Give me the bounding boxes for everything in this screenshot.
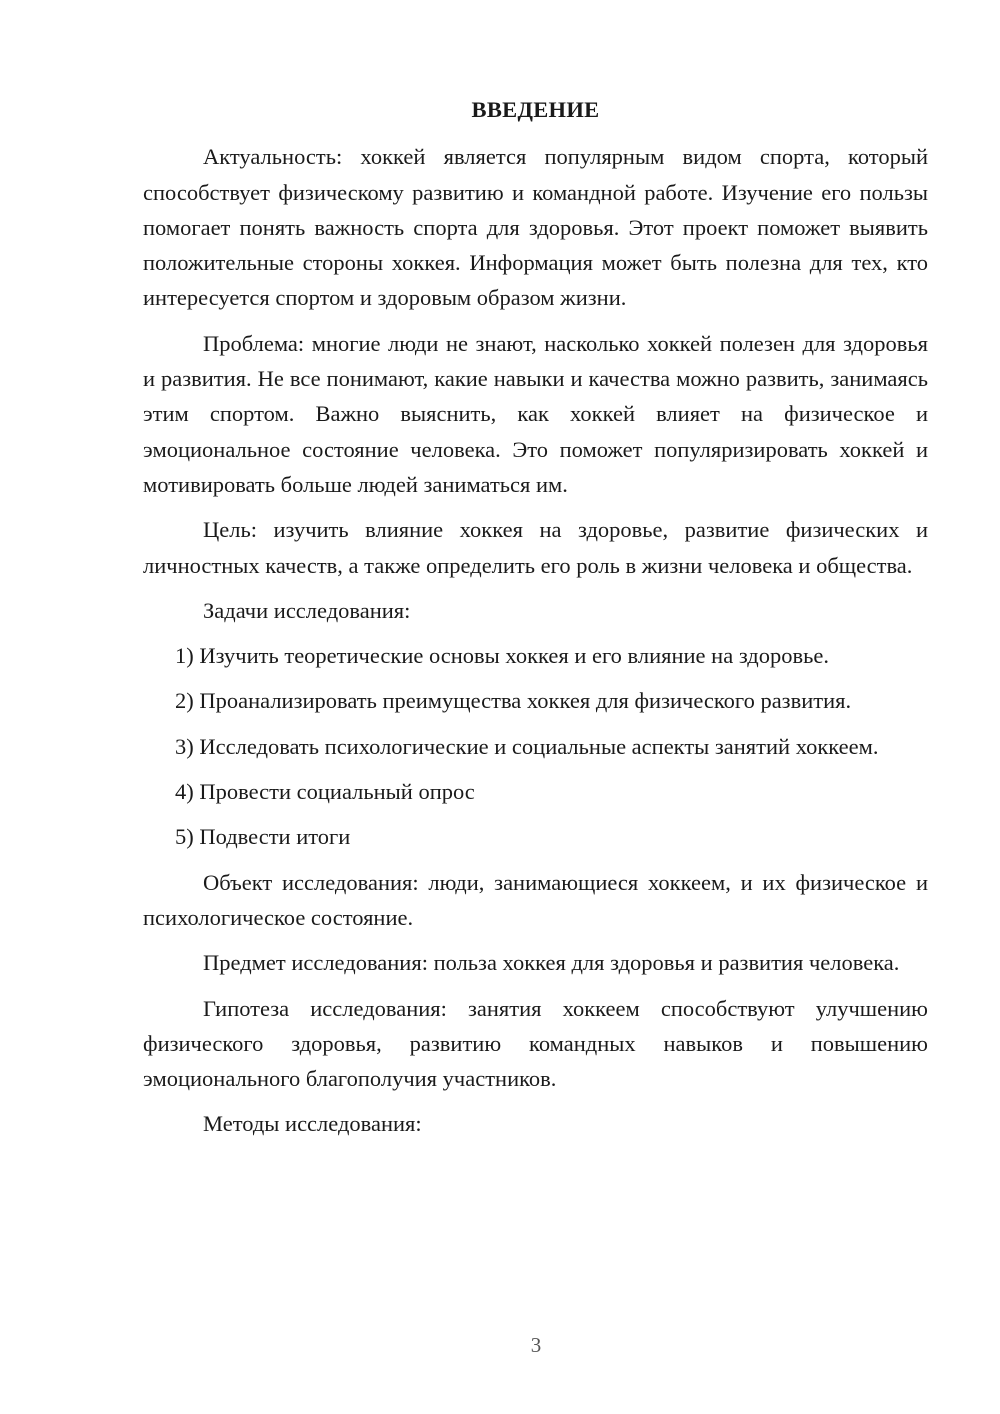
task-item: 5) Подвести итоги (175, 824, 351, 850)
problem-paragraph: Проблема: многие люди не знают, насколько хоккей полезен для здоровья и развития. Не все понимают, какие навыки и качества можно развить, занимаясь этим спортом. Важно выяснить, как хоккей влияет на физическое и эмоциональное состояние человека. Это поможет популяризировать хоккей и мотивировать больше людей заниматься им. (143, 330, 928, 497)
page-number: 3 (530, 1333, 542, 1357)
hypothesis-paragraph: Гипотеза исследования: занятия хоккеем способствуют улучшению физического здоровья, развитию командных навыков и повышению эмоционального благополучия участников. (143, 995, 928, 1092)
relevance-paragraph: Актуальность: хоккей является популярным видом спорта, который способствует физическому развитию и командной работе. Изучение его пользы помогает понять важность спорта для здоровья. Этот проект поможет выявить положительные стороны хоккея. Информация может быть полезна для тех, кто интересуется спортом и здоровым образом жизни. (143, 144, 928, 311)
task-item: 2) Проанализировать преимущества хоккея для физического развития. (175, 688, 852, 714)
methods-heading: Методы исследования: (203, 1111, 422, 1137)
document-page (143, 92, 928, 1152)
task-item: 3) Исследовать психологические и социальные аспекты занятий хоккеем. (175, 733, 879, 759)
object-paragraph: Объект исследования: люди, занимающиеся хоккеем, и их физическое и психологическое состояние. (143, 869, 928, 930)
goal-paragraph: Цель: изучить влияние хоккея на здоровье, развитие физических и личностных качеств, а также определить его роль в жизни человека и общества. (143, 517, 928, 578)
section-title: ВВЕДЕНИЕ (471, 97, 600, 122)
tasks-heading: Задачи исследования: (203, 597, 411, 623)
task-item: 1) Изучить теоретические основы хоккея и его влияние на здоровье. (175, 643, 829, 669)
task-item: 4) Провести социальный опрос (175, 779, 475, 805)
subject-paragraph: Предмет исследования: польза хоккея для здоровья и развития человека. (203, 950, 900, 976)
